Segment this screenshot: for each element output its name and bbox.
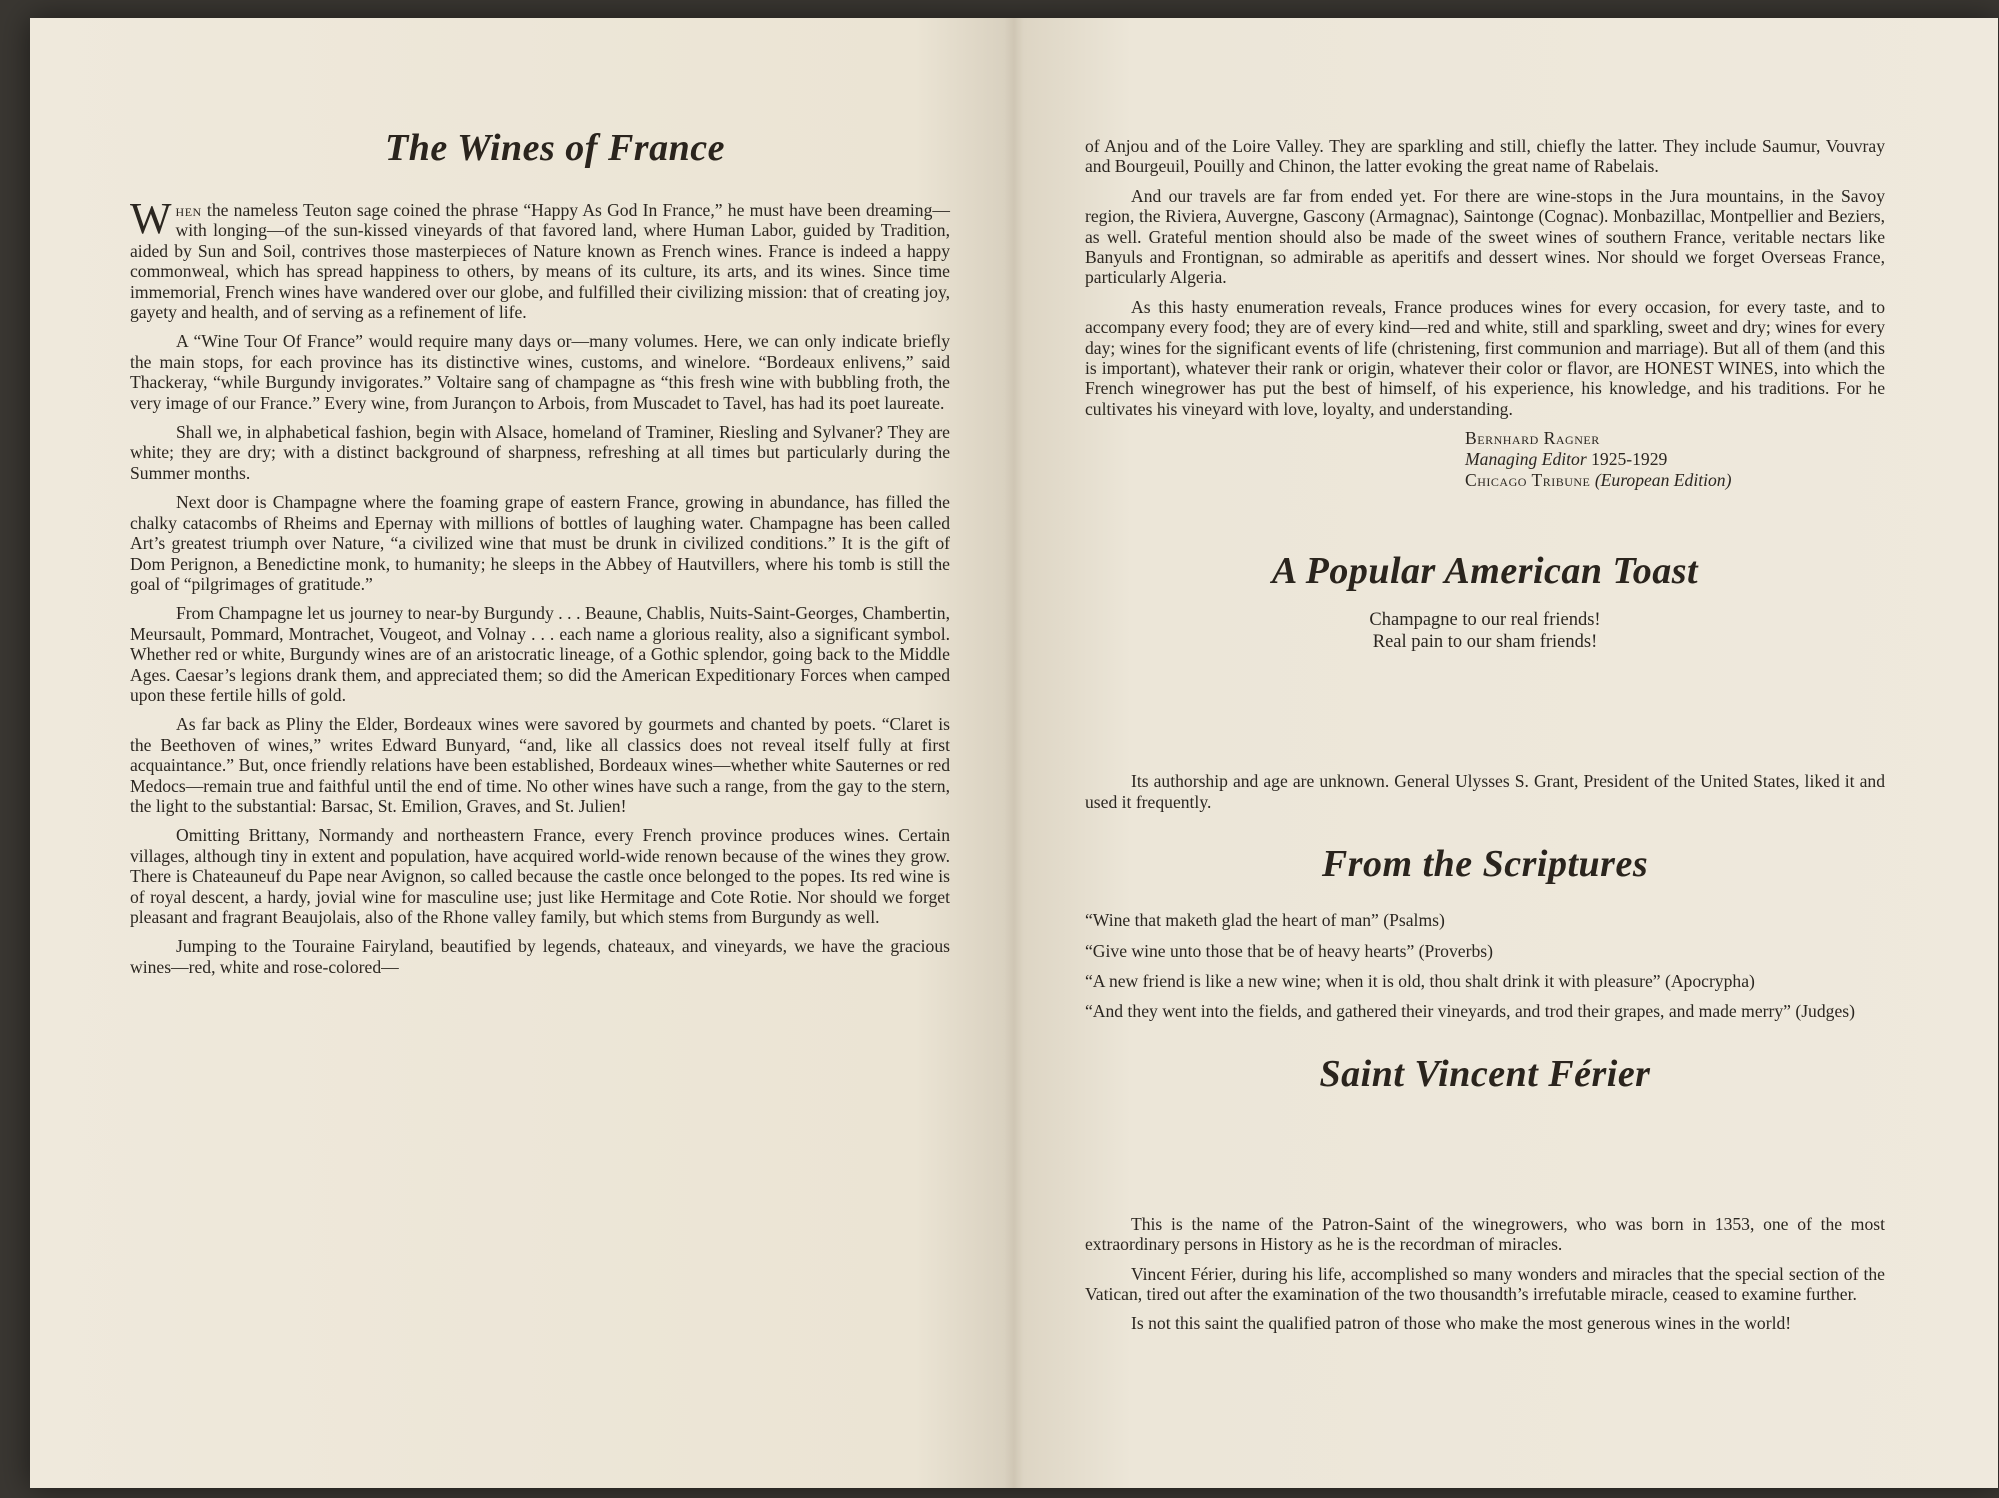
scripture-quote: “Give wine unto those that be of heavy hearts” (Proverbs)	[1085, 940, 1493, 961]
saint-paragraph: Vincent Férier, during his life, accomplished so many wonders and miracles that the special section of the Vatican, tired out after the examination of the two thousandth’s irrefutable miracle, ceased to examine further.	[1085, 1263, 1885, 1304]
signature-block	[1465, 428, 1885, 491]
paragraph-1: When the nameless Teuton sage coined the phrase “Happy As God In France,” he must have been dreaming—with longing—of the sun-kissed vineyards of that favored land, where Human Labor, guided by Tradition, aided by Sun and Soil, contrives those masterpieces of Nature known as French wines. France is indeed a happy commonweal, which has spread happiness to others, by means of its culture, its arts, and its wines. Since time immemorial, French wines have wandered over our globe, and fulfilled their civilizing mission: that of creating joy, gayety and health, and of serving as a refinement of life.	[130, 194, 950, 323]
paragraph-8: Jumping to the Touraine Fairyland, beautified by legends, chateaux, and vineyards, we have the gracious wines—red, white and rose-colored—	[130, 936, 950, 977]
wines-of-france-text	[130, 194, 950, 977]
newspaper-edition: (European Edition)	[1594, 470, 1732, 491]
first-word: hen	[175, 200, 202, 220]
paragraph-2: A “Wine Tour Of France” would require many days or—many volumes. Here, we can only indicate briefly the main stops, for each province has its distinctive wines, customs, and winelore. “Bordeaux enlivens,” said Thackeray, “while Burgundy invigorates.” Voltaire sang of champagne as “this fresh wine with bubbling froth, the very image of our France.” Every wine, from Jurançon to Arbois, from Muscadet to Tavel, has had its poet laureate.	[130, 331, 950, 413]
page-title: The Wines of France	[385, 127, 725, 169]
left-page	[130, 18, 950, 1488]
paragraph-5: From Champagne let us journey to near-by Burgundy . . . Beaune, Chablis, Nuits-Saint-Georges, Chambertin, Meursault, Pommard, Montrachet, Vougeot, and Volnay . . . each name a glorious reality, also a significant symbol. Whether red or white, Burgundy wines are of an aristocratic lineage, of a Gothic splendor, going back to the Middle Ages. Caesar’s legions drank them, and appreciated them; so did the American Expeditionary Forces when camped upon these fertile hills of gold.	[130, 603, 950, 705]
toast-note-text: Its authorship and age are unknown. General Ulysses S. Grant, President of the United States, liked it and used it frequently.	[1085, 771, 1885, 812]
right-page	[1085, 18, 1885, 1488]
author-name: Bernhard Ragner	[1465, 428, 1600, 449]
saint-paragraph: This is the name of the Patron-Saint of the winegrowers, who was born in 1353, one of the most extraordinary persons in History as he is the recordman of miracles.	[1085, 1213, 1885, 1255]
toast-line-1: Champagne to our real friends!	[1369, 610, 1601, 631]
newspaper-name: Chicago Tribune	[1465, 470, 1591, 491]
toast-heading: A Popular American Toast	[1271, 550, 1699, 593]
toast-note	[1085, 771, 1885, 812]
toast-line-2: Real pain to our sham friends!	[1372, 632, 1598, 653]
scriptures-heading: From the Scriptures	[1321, 843, 1649, 886]
author-role-line: Managing Editor 1925-1929	[1465, 449, 1668, 470]
paragraph-7: Omitting Brittany, Normandy and northeastern France, every French province produces wines. Certain villages, although tiny in extent and population, have acquired world-wide renown because of the wines they grow. There is Chateauneuf du Pape near Avignon, so called because the castle once belonged to the popes. Its red wine is of royal descent, a hardy, jovial wine for masculine use; just like Hermitage and Cote Rotie. Nor should we forget pleasant and fragrant Beaujolais, also of the Rhone valley family, but which stems from Burgundy as well.	[130, 825, 950, 927]
paragraph-9: And our travels are far from ended yet. For there are wine-stops in the Jura mountains, in the Savoy region, the Riviera, Auvergne, Gascony (Armagnac), Saintonge (Cognac). Monbazillac, Montpellier and Beziers, as well. Grateful mention should also be made of the sweet wines of southern France, veritable nectars like Banyuls and Frontignan, so admirable as aperitifs and dessert wines. Nor should we forget Overseas France, particularly Algeria.	[1085, 185, 1885, 288]
drop-cap: W	[130, 194, 172, 243]
scripture-quotes	[1085, 910, 1885, 1022]
paragraph-4: Next door is Champagne where the foaming grape of eastern France, growing in abundance, has filled the chalky catacombs of Rheims and Epernay with millions of bottles of laughing water. Champagne has been called Art’s greatest triumph over Nature, “a civilized wine that must be drunk in civilized conditions.” It is the gift of Dom Perignon, a Benedictine monk, to humanity; he sleeps in the Abbey of Hautvillers, where his tomb is still the goal of “pilgrimages of gratitude.”	[130, 492, 950, 594]
newspaper-line	[1465, 470, 1885, 491]
paragraph-3: Shall we, in alphabetical fashion, begin with Alsace, homeland of Traminer, Riesling and Sylvaner? They are white; they are dry; with a distinct background of sharpness, refreshing at all times but particularly during the Summer months.	[130, 422, 950, 483]
scripture-quote: “Wine that maketh glad the heart of man” (Psalms)	[1085, 910, 1445, 931]
saint-paragraph: Is not this saint the qualified patron of those who make the most generous wines in the world!	[1131, 1313, 1792, 1334]
saint-text	[1085, 1214, 1885, 1334]
paragraph-continued: of Anjou and of the Loire Valley. They are sparkling and still, chiefly the latter. They include Saumur, Vouvray and Bourgeuil, Pouilly and Chinon, the latter evoking the great name of Rabelais.	[1085, 136, 1885, 177]
scripture-quote: “A new friend is like a new wine; when it is old, thou shalt drink it with pleasure” (Apocrypha)	[1085, 970, 1755, 991]
scripture-quote: “And they went into the fields, and gathered their vineyards, and trod their grapes, and made merry” (Judges)	[1085, 1001, 1855, 1022]
paragraph-10: As this hasty enumeration reveals, France produces wines for every occasion, for every taste, and to accompany every food; they are of every kind—red and white, still and sparkling, sweet and dry; wines for every day; wines for the significant events of life (christening, first communion and marriage). But all of them (and this is important), whatever their rank or origin, whatever their color or flavor, are HONEST WINES, into which the French winegrower has put the best of himself, of his experience, his knowledge, and his traditions. For he cultivates his vineyard with love, loyalty, and understanding.	[1085, 296, 1885, 419]
saint-heading: Saint Vincent Férier	[1319, 1052, 1651, 1095]
booklet-spread	[30, 18, 1998, 1488]
continued-text	[1085, 136, 1885, 419]
toast-verse	[1085, 609, 1885, 653]
paragraph-6: As far back as Pliny the Elder, Bordeaux wines were savored by gourmets and chanted by poets. “Claret is the Beethoven of wines,” writes Edward Bunyard, “and, like all classics does not reveal itself fully at first acquaintance.” But, once friendly relations have been established, Bordeaux wines—whether white Sauternes or red Medocs—remain true and faithful until the end of time. No other wines have such a range, from the gay to the stern, the light to the substantial: Barsac, St. Emilion, Graves, and St. Julien!	[130, 714, 950, 816]
author-years: 1925-1929	[1591, 449, 1668, 470]
